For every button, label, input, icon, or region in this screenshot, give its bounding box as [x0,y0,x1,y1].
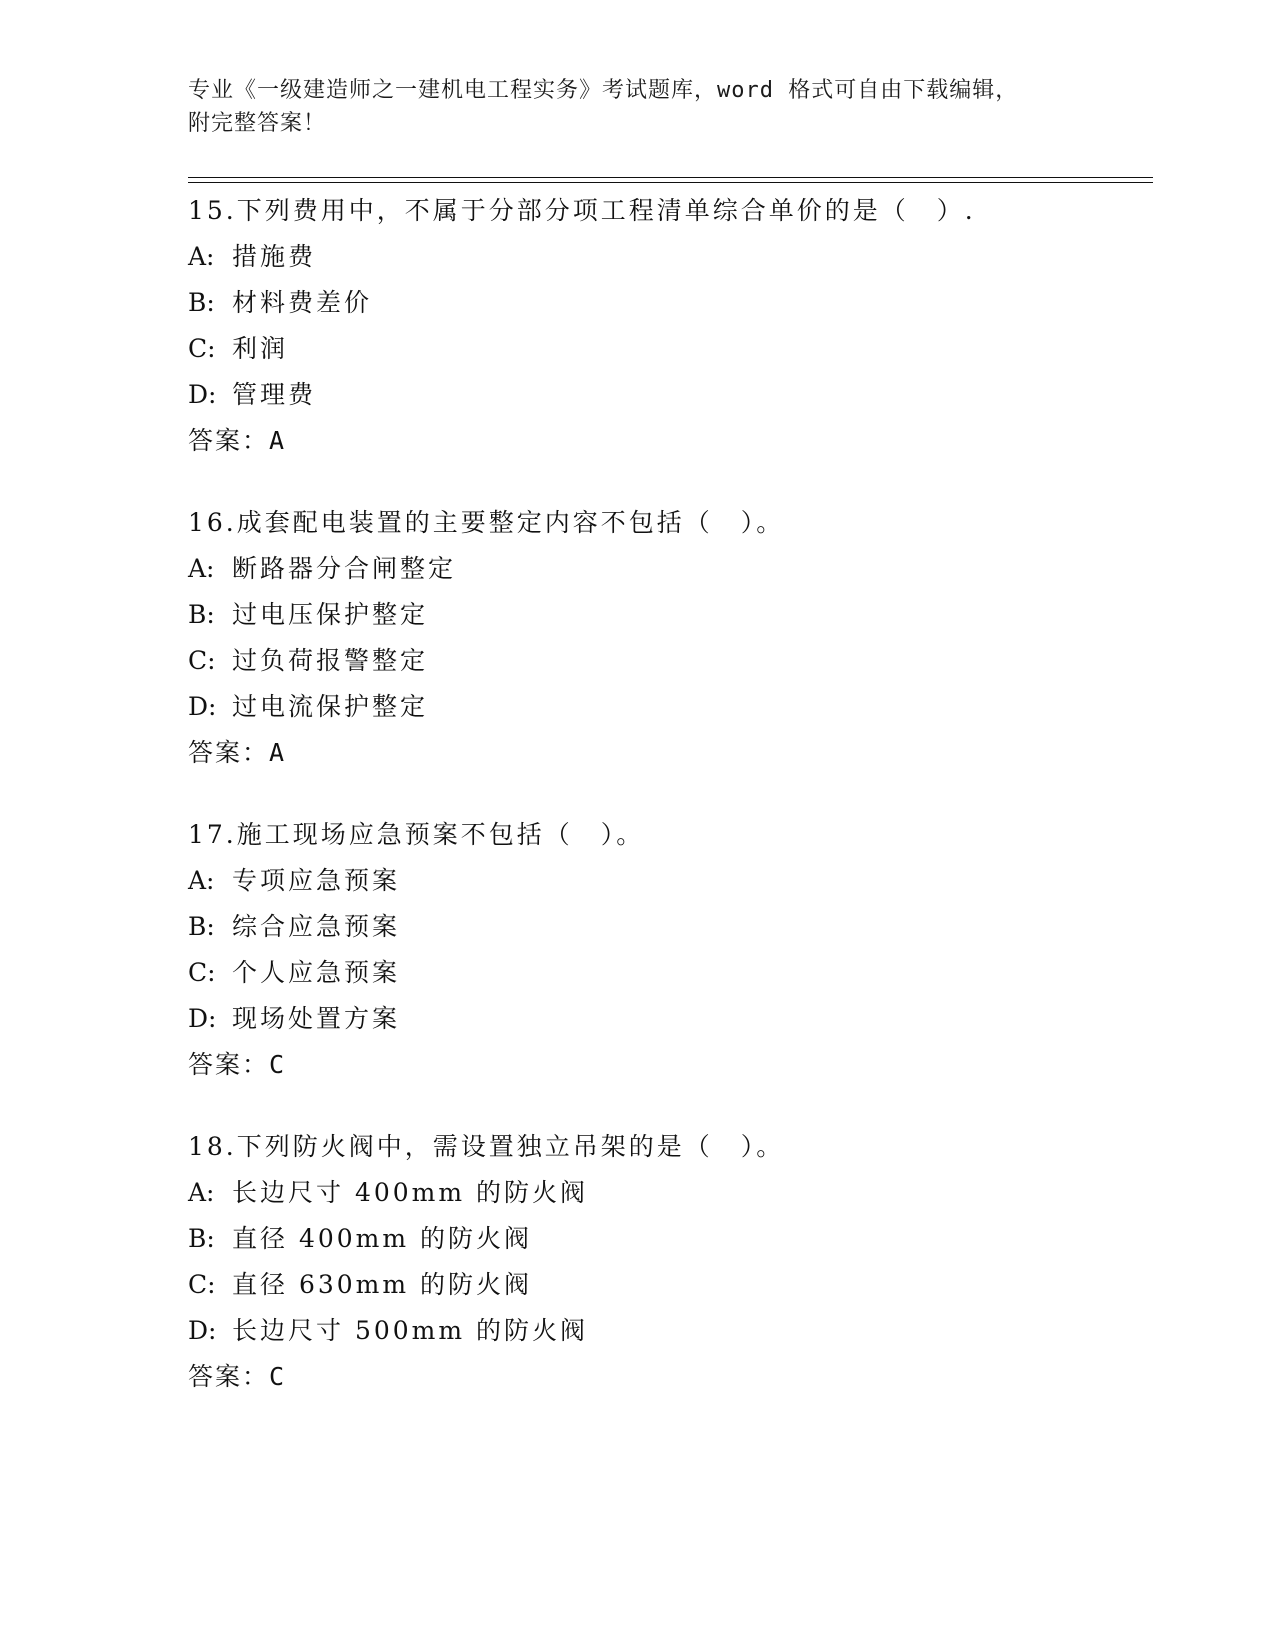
option-key: B: [188,912,215,941]
option-text: 长边尺寸 500mm 的防火阀 [232,1316,589,1345]
option-text: 过负荷报警整定 [232,646,429,675]
answer-label: 答案： [188,1050,270,1079]
header-line-1: 专业《一级建造师之一建机电工程实务》考试题库，word 格式可自由下载编辑， [188,78,1019,103]
answer-label: 答案： [188,738,270,767]
option-c [188,950,1148,996]
option-key: A: [188,866,215,895]
option-key: D: [188,1316,217,1345]
question-stem: 18.下列防火阀中，需设置独立吊架的是（ ）。 [188,1132,785,1161]
option-key: D: [188,1004,217,1033]
answer-line [188,1354,1148,1400]
option-text: 过电流保护整定 [232,692,429,721]
answer-label: 答案： [188,1362,270,1391]
question-17 [188,812,1148,1088]
option-key: A: [188,242,215,271]
option-key: C: [188,334,216,363]
option-d [188,1308,1148,1354]
header-divider-top [188,177,1153,178]
option-d [188,996,1148,1042]
option-text: 措施费 [232,242,317,271]
option-a [188,234,1148,280]
question-15 [188,188,1148,464]
question-stem: 16.成套配电装置的主要整定内容不包括（ ）。 [188,508,785,537]
option-text: 长边尺寸 400mm 的防火阀 [232,1178,589,1207]
option-text: 断路器分合闸整定 [232,554,457,583]
option-text: 过电压保护整定 [232,600,429,629]
answer-line [188,730,1148,776]
question-stem: 15.下列费用中，不属于分部分项工程清单综合单价的是（ ）. [188,196,976,225]
option-key: C: [188,646,216,675]
option-text: 个人应急预案 [232,958,401,987]
option-d [188,684,1148,730]
question-18 [188,1124,1148,1400]
header-divider-bottom [188,182,1153,183]
option-b [188,592,1148,638]
option-text: 直径 630mm 的防火阀 [232,1270,533,1299]
question-stem: 17.施工现场应急预案不包括（ ）。 [188,820,645,849]
answer-value: C [269,1050,287,1079]
option-key: C: [188,1270,216,1299]
option-c [188,1262,1148,1308]
option-b [188,904,1148,950]
option-c [188,638,1148,684]
option-d [188,372,1148,418]
question-16 [188,500,1148,776]
option-text: 管理费 [232,380,317,409]
option-a [188,858,1148,904]
option-key: A: [188,554,215,583]
document-header [188,74,1088,140]
option-b [188,280,1148,326]
option-key: C: [188,958,216,987]
option-key: B: [188,600,215,629]
answer-line [188,418,1148,464]
option-a [188,546,1148,592]
option-text: 现场处置方案 [232,1004,401,1033]
option-key: A: [188,1178,215,1207]
option-text: 综合应急预案 [232,912,401,941]
answer-line [188,1042,1148,1088]
answer-value: A [269,738,287,767]
answer-value: C [269,1362,287,1391]
header-line-2: 附完整答案！ [188,111,327,136]
option-c [188,326,1148,372]
answer-value: A [269,426,287,455]
option-key: D: [188,692,217,721]
option-key: B: [188,288,215,317]
option-key: D: [188,380,217,409]
option-b [188,1216,1148,1262]
option-text: 利润 [232,334,289,363]
option-text: 直径 400mm 的防火阀 [232,1224,533,1253]
option-text: 专项应急预案 [232,866,401,895]
option-key: B: [188,1224,215,1253]
option-text: 材料费差价 [232,288,373,317]
answer-label: 答案： [188,426,270,455]
question-list [188,188,1148,1436]
option-a [188,1170,1148,1216]
